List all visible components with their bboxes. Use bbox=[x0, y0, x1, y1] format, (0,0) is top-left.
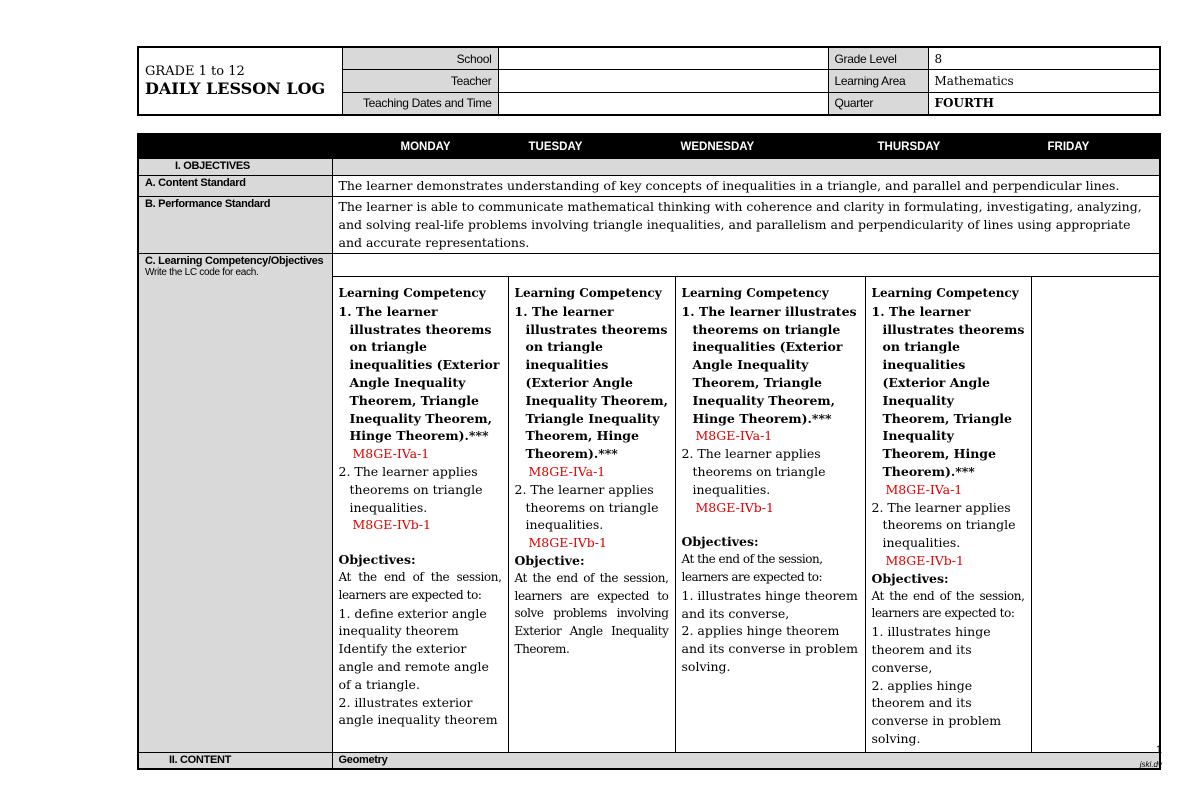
lc-2-code: M8GE-IVb-1 bbox=[695, 499, 774, 515]
competency-blank bbox=[332, 254, 1160, 277]
lc-1-text: 1. The learner illustrates theorems on triangle inequalities (Exterior Angle Inequality Theorem, Triangle Inequality Theorem, Hinge Theorem).*** bbox=[681, 303, 857, 426]
day-tuesday: TUESDAY bbox=[508, 134, 675, 159]
dates-label: Teaching Dates and Time bbox=[342, 92, 498, 115]
day-wednesday: WEDNESDAY bbox=[675, 134, 865, 159]
objectives-blank bbox=[332, 159, 1160, 176]
lc-1-text: 1. The learner illustrates theorems on triangle inequalities (Exterior Angle Inequality Theorem, Triangle Inequality Theorem, Hinge Theorem).*** bbox=[871, 303, 1025, 479]
performance-standard-label: B. Performance Standard bbox=[138, 197, 332, 254]
lc-2-code: M8GE-IVb-1 bbox=[885, 552, 964, 568]
competency-note: Write the LC code for each. bbox=[145, 267, 259, 278]
page-number: 1 bbox=[1155, 744, 1162, 756]
lc-2-text: 2. The learner applies theorems on triangle inequalities. bbox=[514, 481, 659, 533]
learning-area-label: Learning Area bbox=[828, 70, 928, 92]
lc-1-code: M8GE-IVa-1 bbox=[352, 446, 430, 462]
objective-item: 2. illustrates exterior angle inequality theorem bbox=[338, 694, 498, 728]
objectives-intro: At the end of the session, learners are expected to: bbox=[681, 552, 823, 584]
lc-1-code: M8GE-IVa-1 bbox=[695, 428, 773, 444]
lc-heading: Learning Competency bbox=[871, 286, 1019, 300]
lc-tuesday bbox=[508, 277, 675, 753]
header-table bbox=[137, 46, 1161, 116]
lc-2-text: 2. The learner applies theorems on triangle inequalities. bbox=[681, 446, 826, 497]
title-grade: GRADE 1 to 12 bbox=[145, 64, 245, 79]
objective-item: Identify the exterior angle and remote angle of a triangle. bbox=[338, 641, 489, 692]
performance-standard-text: The learner is able to communicate mathematical thinking with coherence and clarity in formulating, investigating, analyzing, and solving real-life problems involving triangle inequalities, and parallelism and perpendicularity of lines using appropriate and accurate representations. bbox=[332, 197, 1160, 254]
content-value: Geometry bbox=[332, 752, 1160, 769]
competency-label-cell bbox=[138, 254, 332, 753]
lc-heading: Learning Competency bbox=[681, 286, 829, 300]
grade-level-label: Grade Level bbox=[828, 47, 928, 70]
content-standard-text: The learner demonstrates understanding of key concepts of inequalities in a triangle, and parallel and perpendicular lines. bbox=[332, 176, 1160, 197]
objective-item: 2. applies hinge theorem and its converse in problem solving. bbox=[681, 623, 858, 674]
objectives-head: Objectives: bbox=[871, 570, 949, 586]
day-header-row bbox=[138, 134, 1160, 159]
lc-1-code: M8GE-IVa-1 bbox=[528, 463, 606, 479]
lc-1-text: 1. The learner illustrates theorems on triangle inequalities (Exterior Angle Inequality Theorem, Triangle Inequality Theorem, Hinge Theorem).*** bbox=[338, 303, 500, 444]
objective-item: 2. applies hinge theorem and its converse in problem solving. bbox=[871, 677, 1002, 746]
teacher-field[interactable] bbox=[498, 70, 828, 92]
lc-wednesday bbox=[675, 277, 865, 753]
lc-1-text: 1. The learner illustrates theorems on triangle inequalities (Exterior Angle Inequality Theorem, Triangle Inequality Theorem, Hinge Theorem).*** bbox=[514, 303, 668, 462]
lc-thursday bbox=[865, 277, 1031, 753]
dates-field[interactable] bbox=[498, 92, 828, 115]
quarter-label: Quarter bbox=[828, 92, 928, 115]
objectives-intro: At the end of the session, learners are expected to: bbox=[871, 588, 1025, 621]
objective-item: 1. illustrates hinge theorem and its converse, bbox=[681, 587, 858, 621]
lc-monday bbox=[332, 277, 508, 753]
objectives-head: Objectives: bbox=[338, 552, 416, 568]
content-label: II. CONTENT bbox=[138, 752, 332, 769]
lc-2-code: M8GE-IVb-1 bbox=[352, 517, 431, 533]
school-field[interactable] bbox=[498, 47, 828, 70]
lc-2-text: 2. The learner applies theorems on triangle inequalities. bbox=[338, 463, 483, 515]
content-standard-label: A. Content Standard bbox=[138, 176, 332, 197]
teacher-label: Teacher bbox=[342, 70, 498, 92]
watermark: jski.dv bbox=[1139, 760, 1162, 769]
lc-2-code: M8GE-IVb-1 bbox=[528, 535, 607, 551]
lesson-log-table bbox=[137, 133, 1161, 770]
objectives-intro: At the end of the session, learners are expected to: bbox=[338, 569, 502, 602]
objective-item: 1. define exterior angle inequality theorem bbox=[338, 605, 487, 639]
objectives-label: I. OBJECTIVES bbox=[138, 159, 332, 176]
learning-area-field[interactable]: Mathematics bbox=[928, 70, 1160, 92]
grade-level-field[interactable]: 8 bbox=[928, 47, 1160, 70]
lc-heading: Learning Competency bbox=[338, 286, 486, 300]
title-dll: DAILY LESSON LOG bbox=[145, 79, 326, 98]
competency-label: C. Learning Competency/Objectives bbox=[145, 255, 324, 267]
title-cell bbox=[138, 47, 342, 115]
lc-1-code: M8GE-IVa-1 bbox=[885, 481, 963, 497]
objective-item: 1. illustrates hinge theorem and its converse, bbox=[871, 624, 991, 675]
lc-heading: Learning Competency bbox=[514, 286, 662, 300]
objectives-intro: At the end of the session, learners are expected to solve problems involving Exterior Angle Inequality Theorem. bbox=[514, 570, 669, 656]
quarter-field[interactable]: FOURTH bbox=[928, 92, 1160, 115]
school-label: School bbox=[342, 47, 498, 70]
objectives-head: Objective: bbox=[514, 552, 585, 568]
day-header-blank bbox=[138, 134, 332, 159]
objectives-head: Objectives: bbox=[681, 534, 759, 550]
lc-friday bbox=[1031, 277, 1160, 753]
day-monday: MONDAY bbox=[332, 134, 508, 159]
lc-2-text: 2. The learner applies theorems on triangle inequalities. bbox=[871, 499, 1016, 551]
day-thursday: THURSDAY bbox=[865, 134, 1031, 159]
day-friday: FRIDAY bbox=[1031, 134, 1160, 159]
